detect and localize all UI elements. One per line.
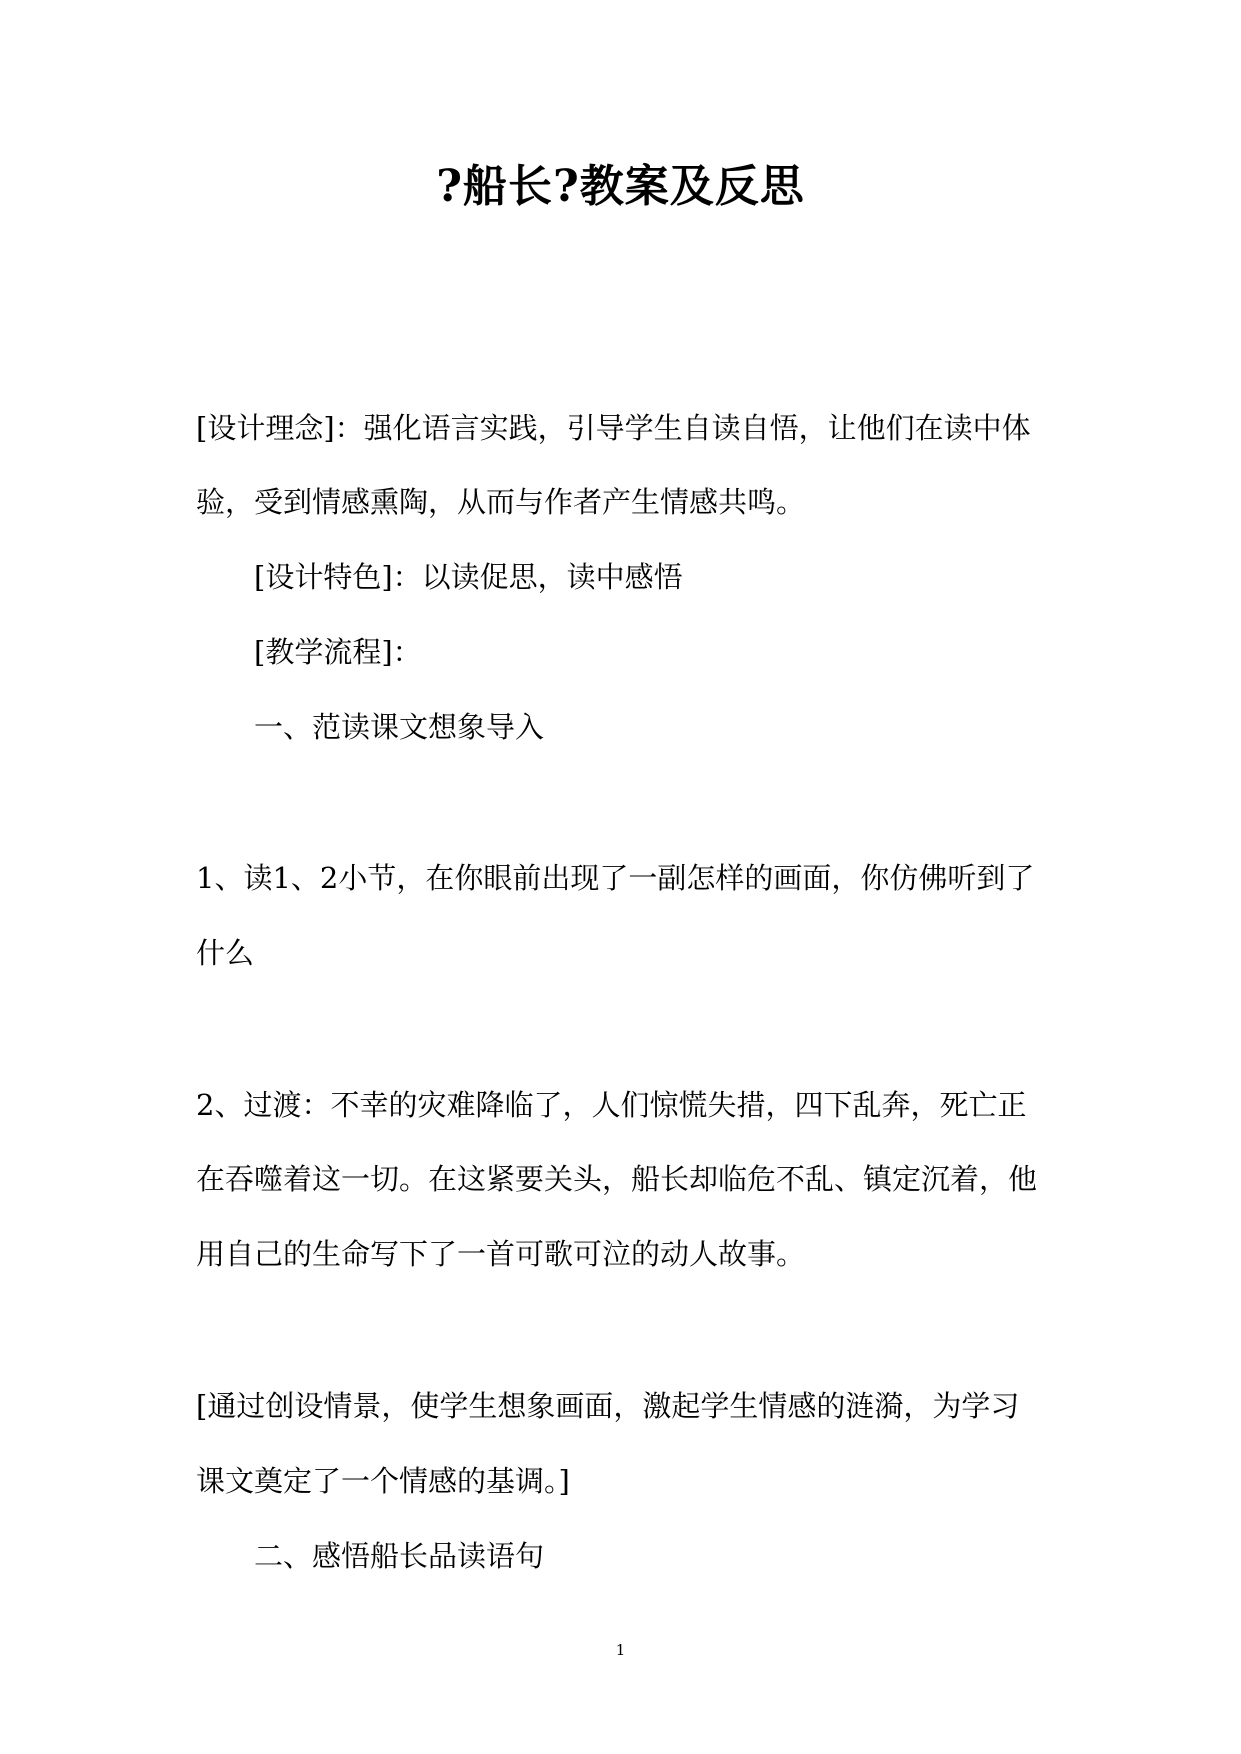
paragraph-line: [设计特色]：以读促思，读中感悟 — [254, 560, 683, 594]
paragraph-line: 2、过渡：不幸的灾难降临了，人们惊慌失措，四下乱奔，死亡正 — [196, 1088, 1027, 1122]
paragraph-line: 用自己的生命写下了一首可歌可泣的动人故事。 — [196, 1237, 806, 1271]
paragraph-line: 什么 — [196, 936, 255, 970]
paragraph-line: [教学流程]： — [254, 635, 422, 669]
paragraph-line: 在吞噬着这一切。在这紧要关头，船长却临危不乱、镇定沉着，他 — [196, 1162, 1038, 1196]
paragraph-line: [通过创设情景，使学生想象画面，激起学生情感的涟漪，为学习 — [196, 1389, 1020, 1423]
paragraph-line: 课文奠定了一个情感的基调。] — [196, 1464, 570, 1498]
paragraph-line: 验，受到情感熏陶，从而与作者产生情感共鸣。 — [196, 485, 806, 519]
section-heading: 一、范读课文想象导入 — [254, 710, 545, 744]
page-number: 1 — [615, 1641, 626, 1659]
paragraph-line: [设计理念]：强化语言实践，引导学生自读自悟，让他们在读中体 — [196, 411, 1031, 445]
paragraph-line: 1、读1、2小节，在你眼前出现了一副怎样的画面，你仿佛听到了 — [196, 861, 1035, 895]
document-title: ?船长?教案及反思 — [436, 161, 805, 212]
section-heading: 二、感悟船长品读语句 — [254, 1539, 545, 1573]
